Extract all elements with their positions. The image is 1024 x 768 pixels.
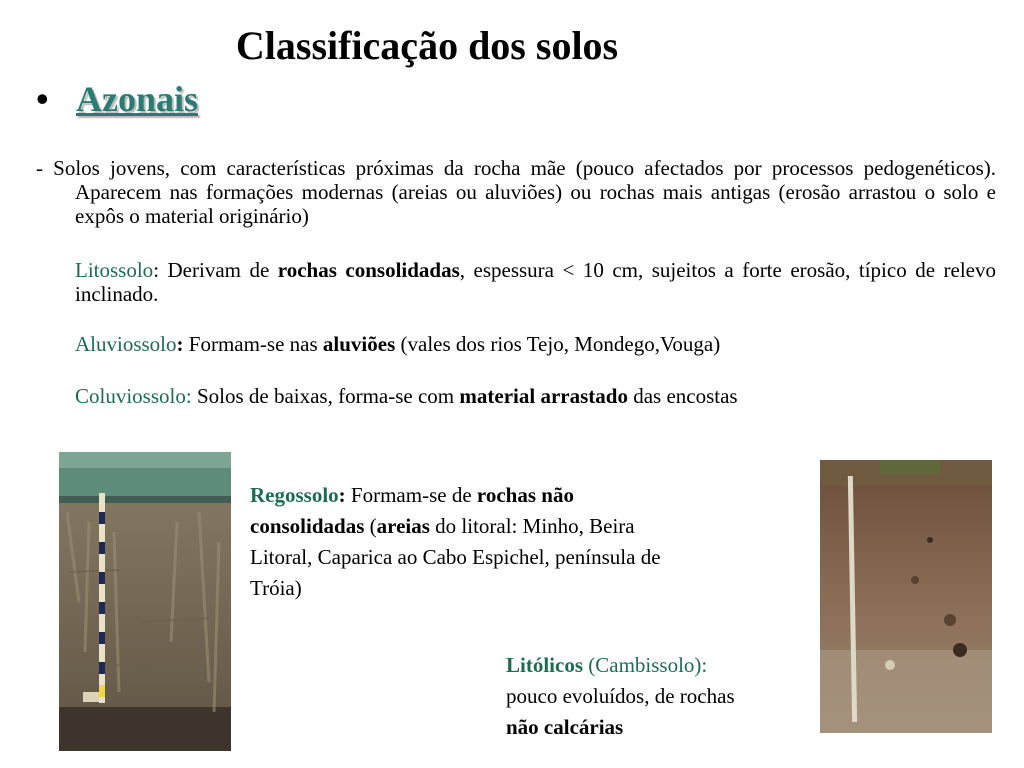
azonais-heading: Azonais	[76, 79, 199, 119]
litolicos-bold-1: não calcárias	[506, 715, 624, 739]
regossolo-bold-1: rochas não consolidadas	[250, 483, 574, 538]
coluviossolo-paragraph	[75, 384, 996, 408]
aluviossolo-colon: :	[176, 332, 184, 356]
regossolo-bold-2: areias	[376, 514, 430, 538]
litossolo-bold-1: rochas consolidadas	[277, 258, 460, 282]
coluviossolo-text-2: das encostas	[627, 384, 738, 408]
regossolo-soil-photo	[59, 452, 231, 751]
litolicos-text-2: pouco evoluídos, de rochas	[506, 684, 735, 708]
coluviossolo-text-1: Solos de baixas, forma-se com	[191, 384, 460, 408]
litossolo-term: Litossolo	[75, 258, 154, 282]
aluviossolo-term: Aluviossolo	[75, 332, 177, 356]
litolicos-soil-photo	[820, 460, 992, 733]
litolicos-subtitle: (Cambissolo):	[583, 653, 708, 677]
aluviossolo-text-1: Formam-se nas	[183, 332, 323, 356]
coluviossolo-bold-1: material arrastado	[459, 384, 628, 408]
intro-paragraph: - Solos jovens, com características próximas da rocha mãe (pouco afectados por processos pedogenéticos). Aparecem nas formações modernas (areias ou aluviões) ou rochas mais antigas (erosão arrastou o solo e expôs o material originário)	[36, 156, 996, 228]
regossolo-term: Regossolo	[250, 483, 339, 507]
aluviossolo-paragraph	[75, 332, 996, 356]
litossolo-text-1: : Derivam de	[153, 258, 278, 282]
regossolo-paragraph	[250, 480, 690, 604]
aluviossolo-text-2: (vales dos rios Tejo, Mondego,Vouga)	[395, 332, 721, 356]
regossolo-text-2: (	[364, 514, 377, 538]
litolicos-term: Litólicos	[506, 653, 583, 677]
page-title: Classificação dos solos	[235, 23, 619, 68]
litossolo-paragraph	[75, 258, 996, 306]
litossolo-text-2: , espessura < 10 cm, sujeitos a forte erosão, típico de relevo inclinado.	[75, 258, 996, 306]
bullet-marker: •	[36, 79, 49, 119]
bullet-heading	[36, 78, 198, 120]
regossolo-colon: :	[338, 483, 346, 507]
regossolo-text-1: Formam-se de	[345, 483, 477, 507]
aluviossolo-bold-1: aluviões	[322, 332, 396, 356]
regossolo-text-3: do litoral: Minho, Beira Litoral, Caparica ao Cabo Espichel, península de Tróia)	[250, 514, 661, 600]
litolicos-paragraph	[506, 650, 806, 743]
coluviossolo-term: Coluviossolo:	[75, 384, 192, 408]
